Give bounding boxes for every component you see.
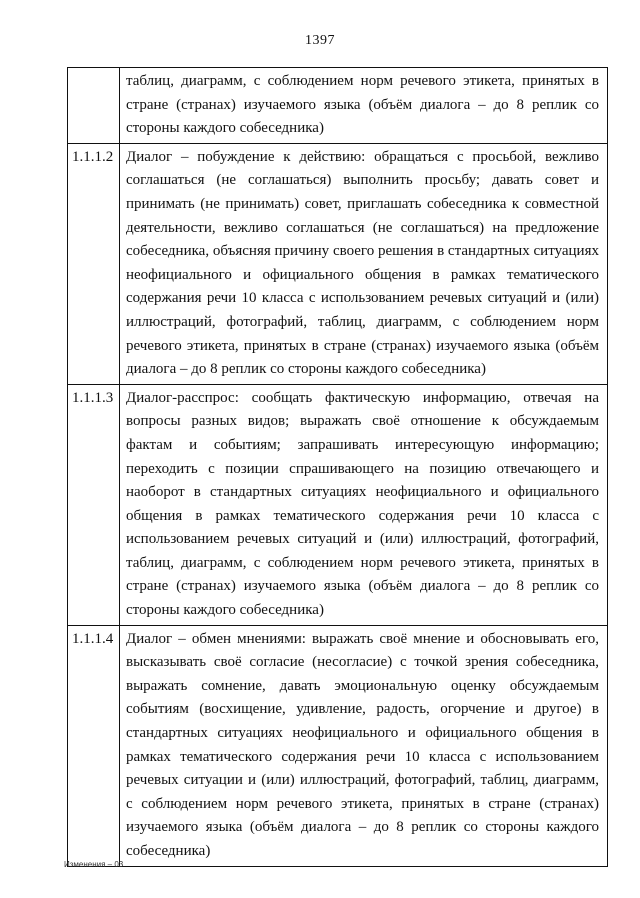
item-text [120, 625, 608, 866]
item-text [120, 143, 608, 384]
item-text [120, 384, 608, 625]
item-text-paragraph: таблиц, диаграмм, с соблюдением норм речевого этикета, принятых в стране (странах) изучаемого языка (объём диалога – до 8 реплик со стороны каждого собеседника) [126, 73, 599, 137]
table-row [68, 68, 608, 144]
item-text-paragraph: Диалог – обмен мнениями: выражать своё мнение и обосновывать его, высказывать своё согласие (несогласие) с точкой зрения собеседника, выражать сомнение, давать эмоциональную оценку обсуждаемым событиям (восхищение, удивление, радость, огорчение и другое) в стандартных ситуациях неофициального и официального общения в рамках тематического содержания речи 10 класса с использованием речевых ситуации и (или) иллюстраций, фотографий, таблиц, диаграмм, с соблюдением норм речевого этикета, принятых в стране (странах) изучаемого языка (объём диалога – до 8 реплик со стороны каждого собеседника) [126, 630, 599, 859]
page-number: 1397 [305, 33, 335, 48]
item-code [68, 68, 120, 144]
item-text-paragraph: Диалог – побуждение к действию: обращаться с просьбой, вежливо соглашаться (не соглашаться) выполнить просьбу; давать совет и принимать (не принимать) совет, приглашать собеседника к совместной деятельности, вежливо соглашаться (не соглашаться) на предложение собеседника, объясняя причину своего решения в стандартных ситуациях неофициального и официального общения в рамках тематического содержания речи 10 класса с использованием речевых ситуаций и (или) иллюстраций, фотографий, таблиц, диаграмм, с соблюдением норм речевого этикета, принятых в стране (странах) изучаемого языка (объём диалога – до 8 реплик со стороны каждого собеседника) [126, 148, 599, 378]
content-table [67, 67, 608, 867]
revision-footer: Изменения – 03 [64, 860, 124, 869]
table-row [68, 384, 608, 625]
item-text-paragraph: Диалог-расспрос: сообщать фактическую информацию, отвечая на вопросы разных видов; выражать своё отношение к обсуждаемым фактам и событиям; запрашивать интересующую информацию; переходить с позиции спрашивающего на позицию отвечающего и наоборот в стандартных ситуациях неофициального и официального общения в рамках тематического содержания речи 10 класса с использованием речевых ситуаций и (или) иллюстраций, фотографий, таблиц, диаграмм, с соблюдением норм речевого этикета, принятых в стране (странах) изучаемого языка (объём диалога – до 8 реплик со стороны каждого собеседника) [126, 389, 599, 619]
item-text [120, 68, 608, 144]
table-row [68, 143, 608, 384]
table-row [68, 625, 608, 866]
item-code: 1.1.1.3 [68, 384, 120, 625]
item-code: 1.1.1.4 [68, 625, 120, 866]
item-code: 1.1.1.2 [68, 143, 120, 384]
